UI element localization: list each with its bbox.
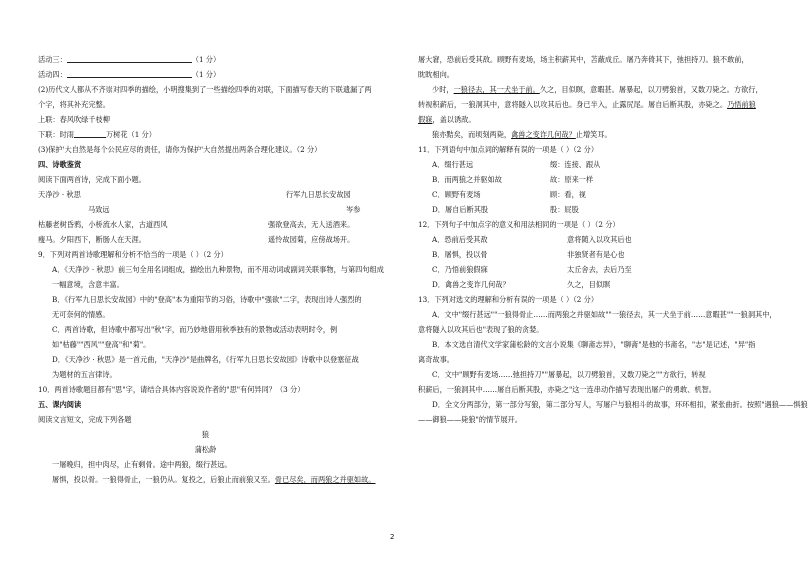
- text-p4-underlined-2: 乃悟前狼: [727, 100, 756, 109]
- text-paragraph-5: [418, 127, 763, 142]
- question-13-option-c-cont: 积薪后，一狼洞其中……屠自后断其股，亦毙之"这一连串动作描写表现出屠户的勇敢、机智。: [418, 385, 716, 394]
- q12-b-compare: 非独贤者有是心也: [567, 250, 625, 259]
- text-title: 狼: [201, 430, 210, 439]
- question-12-option-c: [418, 262, 763, 277]
- poem-2-title: 行军九日思长安故园: [286, 190, 351, 199]
- text-paragraph-3: 屠大窘，恐前后受其敌。顾野有麦场，场主积薪其中，苫蔽成丘。屠乃奔倚其下，弛担持刀。狼不敢前，: [418, 55, 749, 64]
- poem-1-title: 天净沙 · 秋思: [38, 190, 81, 199]
- question-13-option-b-cont: 离奇故事。: [418, 355, 454, 364]
- question-13-option-b: B．本文选自清代文学家蒲松龄的文言小说集《聊斋志异》，"聊斋"是他的书斋名，"志"是记述，"异"指: [432, 340, 756, 349]
- text-paragraph-2-underlined: 骨已尽矣，而两狼之并驱如故。: [274, 475, 376, 484]
- question-13-option-a-cont: 意将隧入以攻其后也"表现了狼的贪婪。: [418, 325, 544, 334]
- left-column: [38, 52, 384, 487]
- question-9-option-d: D．《天净沙 · 秋思》是一首元曲，"天净沙"是曲牌名，《行军九日思长安故园》诗歌中以登塞征战: [52, 355, 359, 364]
- couplet-lower-b: 万树花（1 分）: [105, 130, 156, 139]
- text-p4-c: 久之，目似瞑，意暇甚。屠暴起，以刀劈狼首，又数刀毙之。方欲行，: [539, 85, 763, 94]
- question-2-text: (2)历代文人都从不齐崇对四季的描绘，小明搜集到了一些描绘四季的对联，下面描写春天的下联遗漏了两: [38, 85, 372, 94]
- poem-2-author: 岑参: [346, 205, 361, 214]
- question-13-option-d-cont: ——御狼——毙狼"的情节展开。: [418, 415, 522, 424]
- poem-lines-2: [38, 232, 373, 247]
- question-9-option-c-cont: 如"枯藤""西风""登高"和"菊"。: [52, 340, 151, 349]
- text-paragraph-4-cont: [418, 97, 763, 112]
- question-13-text: 13．下列对选文的理解和分析有误的一项是（ ）（2 分）: [418, 295, 599, 304]
- q11-d-text: D．屠自后断其股: [432, 205, 489, 214]
- question-3-text: (3)保护'大自然是每个公民应尽的责任，请你为保护'大自然提出两条合理化建议。（2 分）: [38, 145, 322, 154]
- couplet-lower: [38, 127, 373, 142]
- q12-c-compare: 太丘舍去，去后乃至: [567, 265, 632, 274]
- poem-2-line-2: 遥怜故园菊，应傍战场开。: [268, 235, 355, 244]
- activity-3-blank[interactable]: [67, 52, 192, 63]
- couplet-lower-a: 下联：时雨: [38, 130, 74, 139]
- section-5-heading: 五、课内阅读: [38, 400, 82, 409]
- q11-c-gloss: 顾：看，视: [550, 190, 586, 199]
- couplet-blank[interactable]: [74, 127, 106, 138]
- question-9-option-a: A．《天净沙 · 秋思》前三句全用名词组成，描绘出九种景物，而不用动词或副词关联事物，与第四句组成: [52, 265, 384, 274]
- question-9-text: 9．下列对两首诗歌理解和分析不恰当的一项是（ ）（2 分）: [38, 250, 228, 259]
- question-13-option-c: C．文中"顾野有麦场……弛担持刀""屠暴起，以刀劈狼首，又数刀毙之""方欲行，转视: [432, 370, 706, 379]
- poem-2-line-1: 强欲登高去，无人送酒来。: [268, 220, 355, 229]
- poem-titles: [38, 187, 373, 202]
- right-column: [418, 52, 808, 427]
- text-paragraph-1: 一屠晚归，担中肉尽，止有剩骨。途中两狼，缀行甚远。: [52, 460, 232, 469]
- section-4-intro: 阅读下面两首诗，完成下面小题。: [38, 175, 146, 184]
- question-10-text: 10．两首诗歌题目都有"思"字，请结合具体内容说说作者的"思"有何异同？（3 分）: [38, 385, 305, 394]
- activity-4-label: 活动四：: [38, 70, 67, 79]
- question-11-option-d: [418, 202, 763, 217]
- question-9-option-d-cont: 为题材的五言律诗。: [52, 370, 117, 379]
- question-9-option-b: B．《行军九日思长安故园》中的"登高"本为重阳节的习俗，诗歌中"强欲"二字，表现出诗人强烈的: [52, 295, 362, 304]
- question-12-text: 12．下列句子中加点字的意义和用法相同的一项是（ ）（2 分）: [418, 220, 620, 229]
- text-p5-underlined: 禽兽之变诈几何哉？: [511, 130, 576, 139]
- text-paragraph-4: [418, 82, 763, 97]
- question-9-option-b-cont: 无可奈何的情感。: [52, 310, 110, 319]
- section-4-heading: 四、诗歌鉴赏: [38, 160, 82, 169]
- activity-4-score: （1 分）: [191, 70, 221, 79]
- question-9-option-a-cont: 一幅意境，含意丰富。: [52, 280, 124, 289]
- text-paragraph-2: [38, 472, 376, 487]
- text-author: 蒲松龄: [194, 445, 217, 454]
- text-p4-underlined: 一狼径去，其一犬坐于前。: [453, 85, 540, 94]
- question-13-option-d: D．全文分两部分，第一部分写狼，第二部分写人，写屠户与狼相斗的故事，环环相扣，紧张曲折。按照"遇狼——惧狼: [432, 400, 808, 409]
- text-paragraph-4-end: [418, 112, 763, 127]
- text-p4-underlined-3: 假寐: [418, 115, 433, 124]
- text-p4-e: ，盖以诱敌。: [432, 115, 476, 124]
- question-11-text: 11．下列语句中加点词的解释有误的一项是（ ）（2 分）: [418, 145, 599, 154]
- text-paragraph-3-cont: 眈眈相向。: [418, 70, 454, 79]
- activity-3-label: 活动三：: [38, 55, 67, 64]
- q12-a-text: A．恐前后受其敌: [432, 235, 488, 244]
- question-11-option-a: [418, 157, 763, 172]
- text-p4-d: 转视积薪后，一狼洞其中，意将隧入以攻其后也。身已半入，止露尻尾。屠自后断其股，亦毙之。: [418, 100, 728, 109]
- text-p5-a: 狼亦黠矣，而顷刻两毙，: [432, 130, 512, 139]
- text-paragraph-2-a: 屠惧，投以骨。一狼得骨止，一狼仍从。复投之，后狼止而前狼又至。: [52, 475, 275, 484]
- question-13-option-a: A．文中"缀行甚远""一狼得骨止……而两狼之并驱如故""一狼径去，其一犬坐于前……意暇甚""一狼洞其中，: [432, 310, 777, 319]
- q11-c-text: C．顾野有麦场: [432, 190, 481, 199]
- poem-1-author: 马致远: [88, 205, 110, 214]
- poem-1-line-2: 瘦马。夕阳西下，断肠人在天涯。: [38, 235, 146, 244]
- question-9-option-c: C．两首诗歌，但诗歌中都写出"秋"字，而乃妙地借用秋季独有的景物或活动表明时令，例: [52, 325, 338, 334]
- q11-b-gloss: 故：原来一样: [550, 175, 594, 184]
- question-11-option-c: [418, 187, 763, 202]
- poem-lines-1: [38, 217, 373, 232]
- text-p4-a: 少时，: [432, 85, 454, 94]
- poem-authors: [38, 202, 373, 217]
- activity-3-line: [38, 52, 373, 67]
- question-12-option-a: [418, 232, 763, 247]
- question-12-option-d: [418, 277, 763, 292]
- q12-d-compare: 久之，目似瞑: [567, 280, 611, 289]
- q11-a-text: A．缀行甚远: [432, 160, 474, 169]
- poem-1-line-1: 枯藤老树昏鸦，小桥流水人家，古道西风: [38, 220, 168, 229]
- question-11-option-b: [418, 172, 763, 187]
- q12-d-text: D．禽兽之变诈几何哉？: [432, 280, 510, 289]
- question-12-option-b: [418, 247, 763, 262]
- text-p5-c: 止增笑耳。: [575, 130, 612, 139]
- activity-4-blank[interactable]: [67, 67, 192, 78]
- activity-3-score: （1 分）: [191, 55, 221, 64]
- q12-a-compare: 意将随入以攻其后也: [567, 235, 632, 244]
- q11-b-text: B．而两狼之并驱如故: [432, 175, 502, 184]
- activity-4-line: [38, 67, 373, 82]
- question-2-text-cont: 个字，将其补充完整。: [38, 100, 110, 109]
- q12-b-text: B．屠惧，投以骨: [432, 250, 488, 259]
- section-5-intro: 阅读文言短文，完成下列各题: [38, 415, 132, 424]
- couplet-upper: 上联：春风吹绿千枝柳: [38, 115, 110, 124]
- q12-c-text: C．乃悟前狼假寐: [432, 265, 488, 274]
- page-number: 2: [390, 533, 395, 541]
- q11-d-gloss: 股：屁股: [550, 205, 579, 214]
- q11-a-gloss: 缀：连接、跟从: [550, 160, 601, 169]
